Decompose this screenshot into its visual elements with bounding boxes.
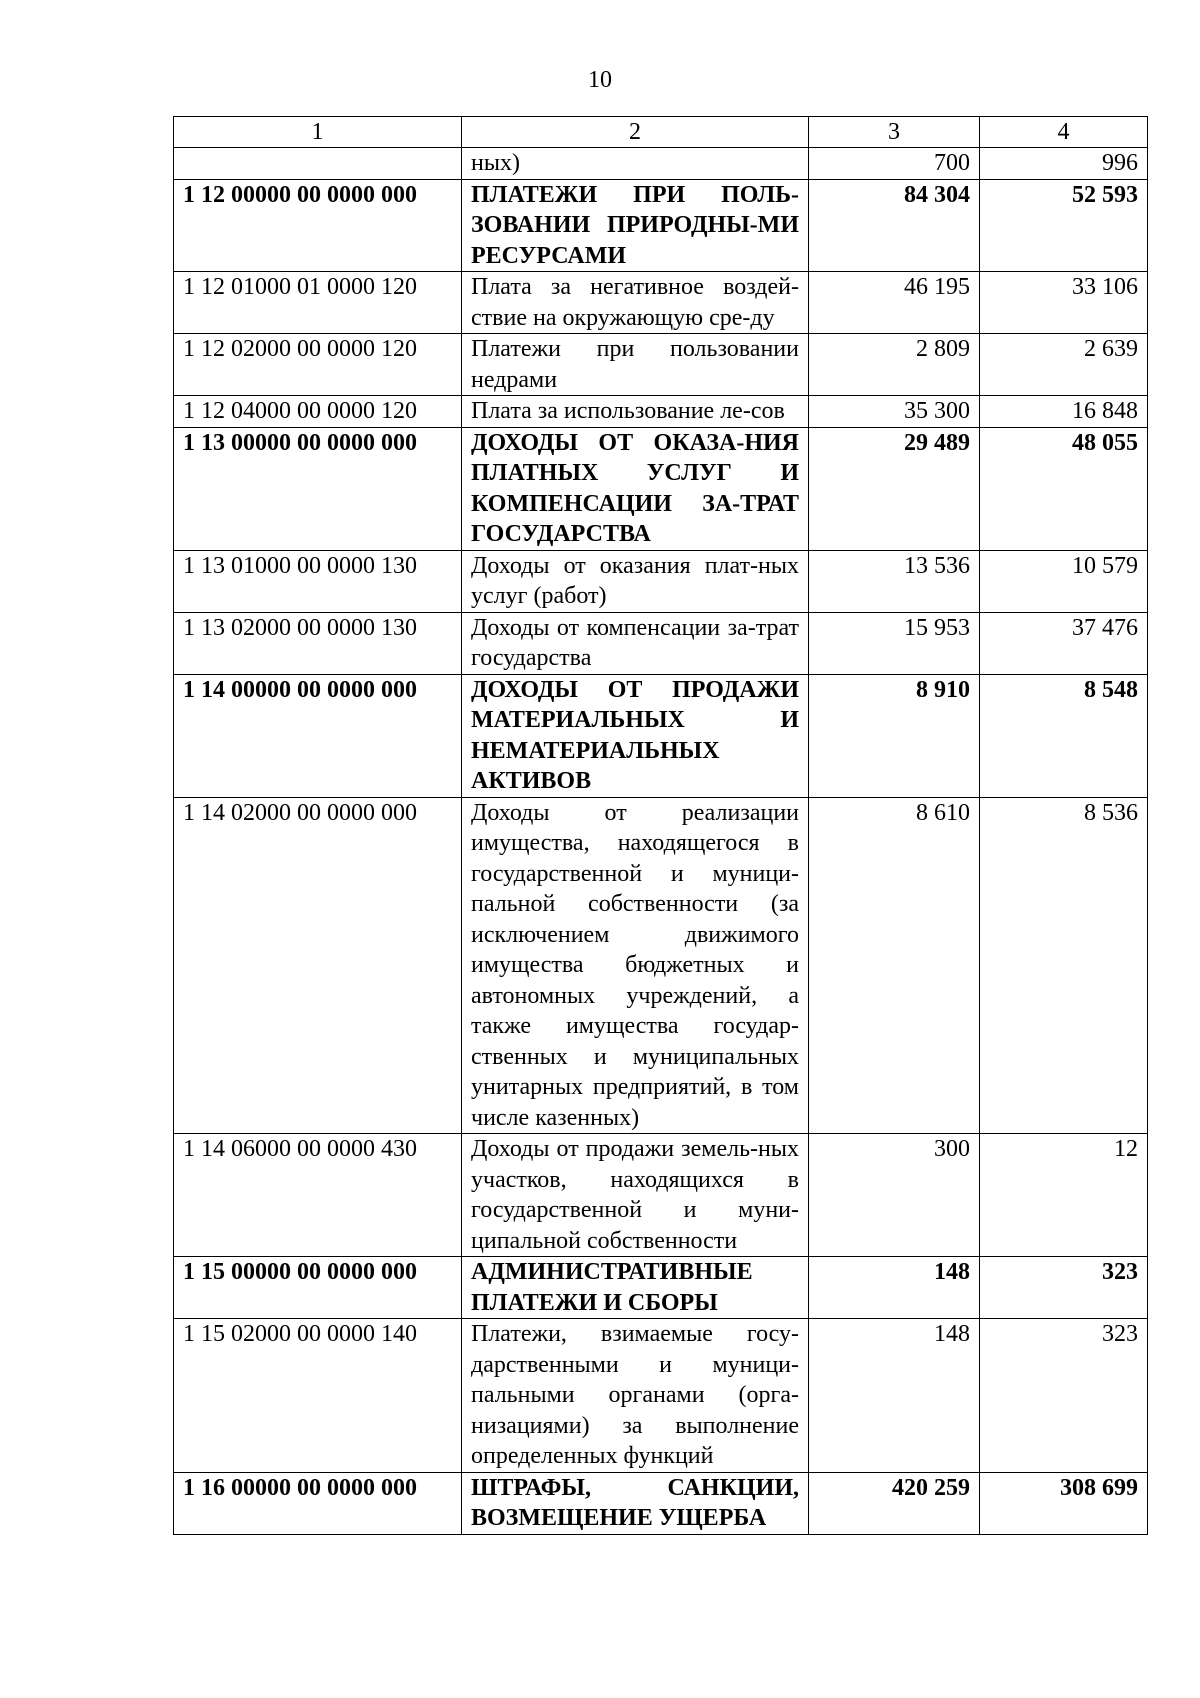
item-name-cell: Платежи при пользовании недрами: [462, 334, 809, 396]
budget-code-cell: 1 12 00000 00 0000 000: [174, 179, 462, 272]
value-col3-cell: 148: [809, 1319, 980, 1473]
page-number: 10: [588, 67, 612, 93]
item-name-cell: ПЛАТЕЖИ ПРИ ПОЛЬ-ЗОВАНИИ ПРИРОДНЫ-МИ РЕСУРСАМИ: [462, 179, 809, 272]
value-col4-cell: 2 639: [980, 334, 1148, 396]
table-row: [174, 334, 1148, 396]
value-col3-cell: 29 489: [809, 427, 980, 550]
value-col4-cell: 10 579: [980, 550, 1148, 612]
budget-code-cell: 1 14 06000 00 0000 430: [174, 1134, 462, 1257]
budget-code-cell: [174, 148, 462, 180]
budget-code-cell: 1 14 00000 00 0000 000: [174, 674, 462, 797]
value-col3-cell: 8 610: [809, 797, 980, 1134]
budget-code-cell: 1 14 02000 00 0000 000: [174, 797, 462, 1134]
budget-revenue-table: [173, 116, 1148, 1535]
budget-code-cell: 1 15 02000 00 0000 140: [174, 1319, 462, 1473]
table-row-section-total: [174, 1472, 1148, 1534]
value-col4-cell: 52 593: [980, 179, 1148, 272]
item-name-cell: Плата за использование ле-сов: [462, 396, 809, 428]
item-name-cell: ных): [462, 148, 809, 180]
value-col3-cell: 700: [809, 148, 980, 180]
table-header-row: [174, 117, 1148, 148]
table-row: [174, 272, 1148, 334]
table-row: [174, 550, 1148, 612]
table-row: [174, 1134, 1148, 1257]
value-col3-cell: 15 953: [809, 612, 980, 674]
value-col3-cell: 13 536: [809, 550, 980, 612]
column-header-code: 1: [174, 117, 462, 148]
item-name-cell: Доходы от продажи земель-ных участков, находящихся в государственной и муни-ципальной собственности: [462, 1134, 809, 1257]
table-row: [174, 797, 1148, 1134]
item-name-cell: ДОХОДЫ ОТ ОКАЗА-НИЯ ПЛАТНЫХ УСЛУГ И КОМПЕНСАЦИИ ЗА-ТРАТ ГОСУДАРСТВА: [462, 427, 809, 550]
value-col4-cell: 323: [980, 1319, 1148, 1473]
budget-code-cell: 1 12 02000 00 0000 120: [174, 334, 462, 396]
budget-code-cell: 1 13 02000 00 0000 130: [174, 612, 462, 674]
column-header-value-3: 3: [809, 117, 980, 148]
budget-code-cell: 1 15 00000 00 0000 000: [174, 1257, 462, 1319]
budget-code-cell: 1 13 01000 00 0000 130: [174, 550, 462, 612]
value-col4-cell: 16 848: [980, 396, 1148, 428]
table-row-section-total: [174, 427, 1148, 550]
table-row: [174, 1319, 1148, 1473]
column-header-value-4: 4: [980, 117, 1148, 148]
item-name-cell: Доходы от реализации имущества, находящегося в государственной и муници-пальной собственности (за исключением движимого имущества бюджетных и автономных учреждений, а также имущества государ-ственных и муниципальных унитарных предприятий, в том числе казенных): [462, 797, 809, 1134]
value-col4-cell: 48 055: [980, 427, 1148, 550]
item-name-cell: Плата за негативное воздей-ствие на окружающую сре-ду: [462, 272, 809, 334]
item-name-cell: Платежи, взимаемые госу-дарственными и муници-пальными органами (орга-низациями) за выполнение определенных функций: [462, 1319, 809, 1473]
value-col3-cell: 2 809: [809, 334, 980, 396]
value-col4-cell: 8 548: [980, 674, 1148, 797]
item-name-cell: ДОХОДЫ ОТ ПРОДАЖИ МАТЕРИАЛЬНЫХ И НЕМАТЕРИАЛЬНЫХ АКТИВОВ: [462, 674, 809, 797]
value-col3-cell: 148: [809, 1257, 980, 1319]
table-row: [174, 396, 1148, 428]
value-col4-cell: 8 536: [980, 797, 1148, 1134]
table-row-section-total: [174, 674, 1148, 797]
table-body: [174, 148, 1148, 1535]
value-col4-cell: 33 106: [980, 272, 1148, 334]
item-name-cell: Доходы от оказания плат-ных услуг (работ): [462, 550, 809, 612]
table-row-section-total: [174, 1257, 1148, 1319]
value-col3-cell: 300: [809, 1134, 980, 1257]
budget-code-cell: 1 13 00000 00 0000 000: [174, 427, 462, 550]
value-col4-cell: 308 699: [980, 1472, 1148, 1534]
value-col3-cell: 35 300: [809, 396, 980, 428]
item-name-cell: АДМИНИСТРАТИВНЫЕ ПЛАТЕЖИ И СБОРЫ: [462, 1257, 809, 1319]
value-col3-cell: 8 910: [809, 674, 980, 797]
budget-code-cell: 1 12 01000 01 0000 120: [174, 272, 462, 334]
value-col4-cell: 996: [980, 148, 1148, 180]
value-col3-cell: 420 259: [809, 1472, 980, 1534]
table-row: [174, 612, 1148, 674]
item-name-cell: Доходы от компенсации за-трат государства: [462, 612, 809, 674]
value-col4-cell: 37 476: [980, 612, 1148, 674]
column-header-name: 2: [462, 117, 809, 148]
value-col4-cell: 323: [980, 1257, 1148, 1319]
table-row-section-total: [174, 179, 1148, 272]
budget-code-cell: 1 12 04000 00 0000 120: [174, 396, 462, 428]
item-name-cell: ШТРАФЫ, САНКЦИИ, ВОЗМЕЩЕНИЕ УЩЕРБА: [462, 1472, 809, 1534]
value-col3-cell: 46 195: [809, 272, 980, 334]
table-row: [174, 148, 1148, 180]
value-col3-cell: 84 304: [809, 179, 980, 272]
budget-code-cell: 1 16 00000 00 0000 000: [174, 1472, 462, 1534]
value-col4-cell: 12: [980, 1134, 1148, 1257]
